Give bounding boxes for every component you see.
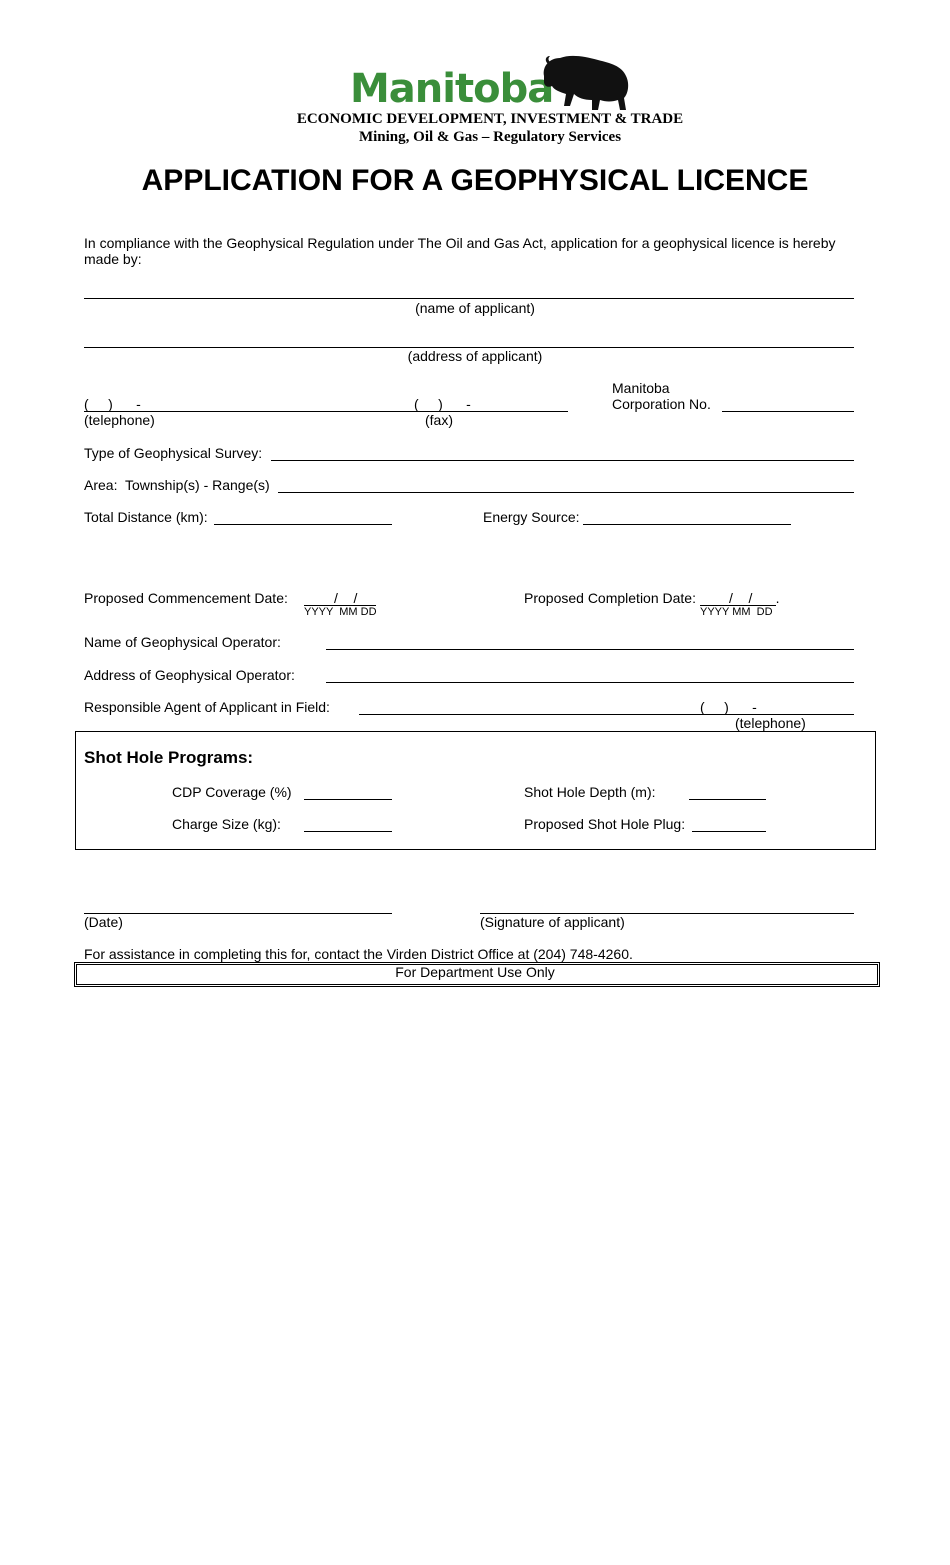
fax-caption: (fax) xyxy=(425,412,453,428)
agent-phone-mask: ( ) - xyxy=(700,699,757,715)
total-distance-field[interactable] xyxy=(214,524,392,525)
manitoba-logo-text: Manitoba xyxy=(350,66,554,112)
energy-source-label: Energy Source: xyxy=(483,509,580,525)
plug-label: Proposed Shot Hole Plug: xyxy=(524,816,686,832)
plug-field[interactable] xyxy=(692,831,766,832)
charge-label: Charge Size (kg): xyxy=(172,816,281,832)
address-caption: (address of applicant) xyxy=(407,348,543,364)
area-label: Area: Township(s) - Range(s) xyxy=(84,477,270,493)
commencement-mask: / / xyxy=(334,590,358,606)
assistance-note: For assistance in completing this for, contact the Virden District Office at (204) 748-4260. xyxy=(84,946,633,962)
agent-label: Responsible Agent of Applicant in Field: xyxy=(84,699,330,715)
date-signature-field[interactable] xyxy=(84,913,392,914)
operator-address-label: Address of Geophysical Operator: xyxy=(84,667,295,683)
operator-name-label: Name of Geophysical Operator: xyxy=(84,634,281,650)
completion-label: Proposed Completion Date: xyxy=(524,590,696,606)
area-field[interactable] xyxy=(278,492,854,493)
corp-label-line1: Manitoba xyxy=(612,380,670,396)
corp-number-field[interactable] xyxy=(722,411,854,412)
name-field[interactable] xyxy=(84,298,854,299)
name-caption: (name of applicant) xyxy=(415,300,535,316)
operator-address-field[interactable] xyxy=(326,682,854,683)
agent-phone-caption: (telephone) xyxy=(735,715,806,731)
commencement-label: Proposed Commencement Date: xyxy=(84,590,288,606)
total-distance-label: Total Distance (km): xyxy=(84,509,208,525)
commencement-format: YYYY MM DD xyxy=(304,606,377,618)
signature-caption: (Signature of applicant) xyxy=(480,914,625,930)
department-name: ECONOMIC DEVELOPMENT, INVESTMENT & TRADE xyxy=(296,111,684,127)
survey-type-label: Type of Geophysical Survey: xyxy=(84,445,263,461)
telephone-mask: ( ) - xyxy=(84,396,141,412)
division-name: Mining, Oil & Gas – Regulatory Services xyxy=(358,129,622,145)
intro-text: In compliance with the Geophysical Regulation under The Oil and Gas Act, application for a geophysical licence is hereby made by: xyxy=(84,235,836,267)
energy-source-field[interactable] xyxy=(583,524,791,525)
bison-icon xyxy=(540,54,632,112)
cdp-field[interactable] xyxy=(304,799,392,800)
fax-mask: ( ) - xyxy=(414,396,471,412)
depth-field[interactable] xyxy=(689,799,766,800)
operator-name-field[interactable] xyxy=(326,649,854,650)
survey-type-field[interactable] xyxy=(271,460,854,461)
completion-format: YYYY MM DD xyxy=(700,606,773,618)
cdp-label: CDP Coverage (%) xyxy=(172,784,292,800)
telephone-caption: (telephone) xyxy=(84,412,155,428)
completion-mask: / / . xyxy=(729,590,780,606)
charge-field[interactable] xyxy=(304,831,392,832)
corp-label-line2: Corporation No. xyxy=(612,396,711,412)
telephone-field[interactable] xyxy=(84,411,568,412)
department-use-label: For Department Use Only xyxy=(395,964,555,980)
depth-label: Shot Hole Depth (m): xyxy=(524,784,656,800)
date-caption: (Date) xyxy=(84,914,123,930)
shot-hole-heading: Shot Hole Programs: xyxy=(84,748,254,767)
page-title: APPLICATION FOR A GEOPHYSICAL LICENCE xyxy=(141,164,809,197)
